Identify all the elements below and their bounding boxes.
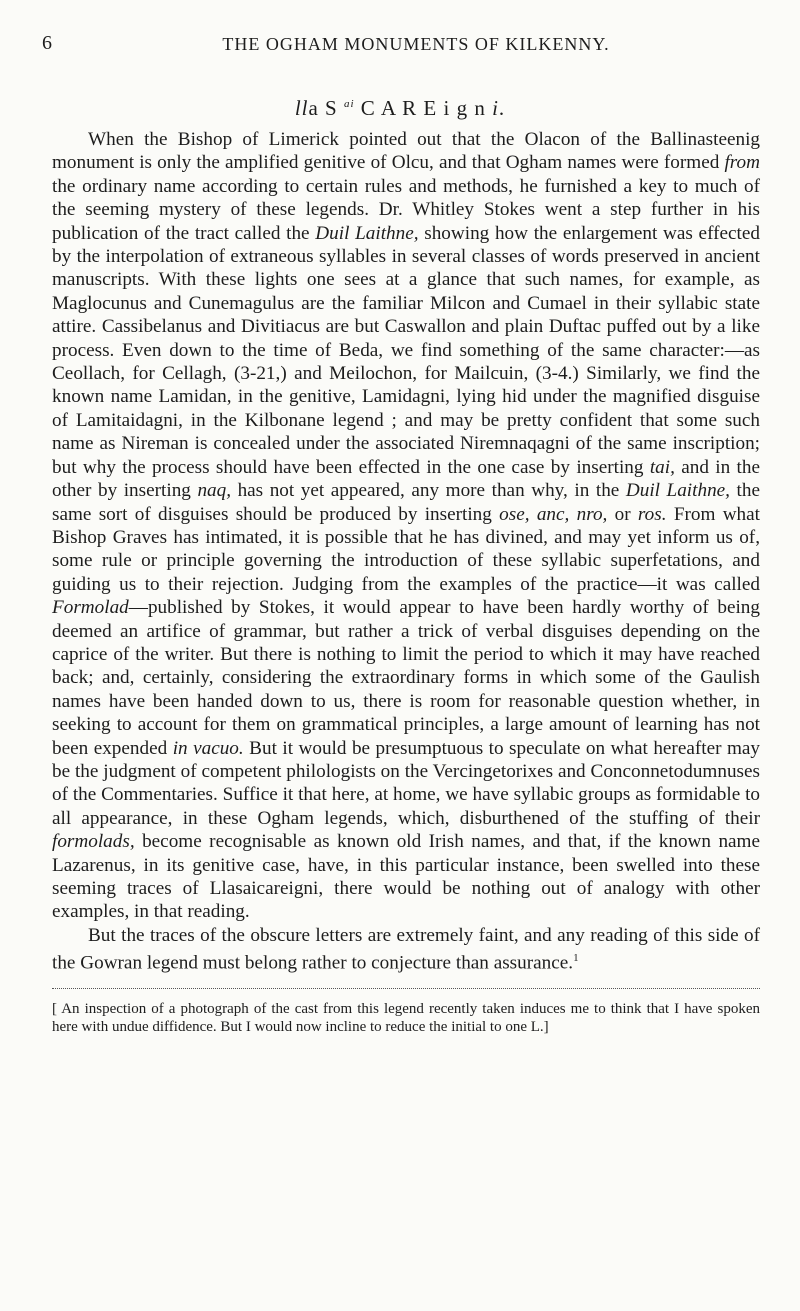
ogham-reading xyxy=(0,96,800,121)
formula-middle: a S xyxy=(308,96,338,120)
text-run: has not yet appeared, any more than why, in the xyxy=(231,480,626,502)
paragraph-2 xyxy=(52,924,760,975)
italic-run: tai, xyxy=(649,456,675,478)
running-title: THE OGHAM MONUMENTS OF KILKENNY. xyxy=(222,34,610,54)
italic-run: Formolad xyxy=(52,597,129,619)
text-run: But the traces of the obscure letters are extremely faint, and any reading of this side of the Gowran legend must belong rather to conjecture than assurance. xyxy=(52,924,760,974)
page-number: 6 xyxy=(42,32,52,54)
page-header xyxy=(42,32,758,62)
footnote-divider xyxy=(52,988,760,989)
text-run: become recognisable as known old Irish names, and that, if the known name Lazarenus, in its genitive case, have, in this particular instance, been swelled into these seeming traces of Llasaicareigni, there would be nothing out of analogy with other examples, in that reading. xyxy=(52,831,760,923)
formula-suffix: i xyxy=(492,96,499,120)
italic-run: ose, anc, nro, xyxy=(499,503,608,525)
text-run: the ordinary name according to certain rules and methods, he furnished a key to much of the seeming mystery of these legends. Dr. Whitley Stokes went a step further in his publication of the tract called the xyxy=(52,175,760,244)
italic-run: Duil Laithne, xyxy=(625,480,730,502)
paragraph-1 xyxy=(52,128,760,924)
text-run: the same sort of disguises should be produced by inserting xyxy=(52,480,760,525)
text-run: When the Bishop of Limerick pointed out that the Olacon of the Ballinasteenig monument is only the amplified genitive of Olcu, and that Ogham names were formed xyxy=(52,129,760,174)
italic-run: from xyxy=(724,152,760,174)
text-run: and in the other by inserting xyxy=(52,456,760,502)
formula-superscript: ai xyxy=(343,98,355,110)
formula-rest: C A R E i g n xyxy=(360,96,486,120)
footnote xyxy=(52,1000,760,1036)
text-run: —published by Stokes, it would appear to have been hardly worthy of being deemed an artifice of grammar, but rather a trick of verbal disguises depending on the caprice of the writer. But there is nothing to limit the period to which it may have reached back; and, certainly, considering the extraordinary forms in which some of the Gaulish names have been handed down to us, there is room for reasonable question whether, in seeking to account for them on grammatical principles, a large amount of learning has not been expended xyxy=(52,597,760,759)
footnote-ref: 1 xyxy=(573,952,579,965)
formula-end: . xyxy=(498,96,506,120)
italic-run: Duil Laithne, xyxy=(315,222,419,244)
italic-run: naq, xyxy=(197,480,232,502)
body-text xyxy=(52,128,760,975)
formula-prefix: ll xyxy=(294,96,309,120)
italic-run: ros. xyxy=(637,503,667,525)
text-run: showing how the enlargement was effected by the interpolation of extraneous syllables in several classes of words preserved in ancient manuscripts. With these lights one sees at a glance that such names, for example, as Maglocunus and Cunemagulus are the familiar Milcon and Cumael in their syllabic state attire. Cassibelanus and Divitiacus are but Caswallon and plain Duftac puffed out by a like process. Even down to the time of Beda, we find something of the same character:—as Ceollach, for Cellagh, (3-21,) and Meilochon, for Mailcuin, (3-4.) Similarly, we find the known name Lamidan, in the genitive, Lamidagni, lying hid under the magnified disguise of Lamitaidagni, in the Kilbonane legend ; and may be pretty confident that some such name as Nireman is concealed under the associated Niremnaqagni of the same inscription; but why the process should have been effected in the one case by inserting xyxy=(52,222,760,478)
text-run: But it would be presumptuous to speculate on what hereafter may be the judgment of competent philologists on the Vercingetorixes and Conconnetodumnuses of the Commentaries. Suffice it that here, at home, we have syllabic groups as formidable to all appearance, in these Ogham legends, which, disburthened of the stuffing of their xyxy=(52,737,760,829)
text-run: From what Bishop Graves has intimated, it is possible that he has divined, and may yet inform us of, some rule or principle governing the introduction of these syllabic superfetations, and guiding us to their rejection. Judging from the examples of the practice—it was called xyxy=(52,503,760,595)
text-run: or xyxy=(607,503,638,525)
footnote-text: [ An inspection of a photograph of the cast from this legend recently taken induces me to think that I have spoken here with undue diffidence. But I would now incline to reduce the initial to one L.] xyxy=(52,1001,760,1035)
italic-run: in vacuo. xyxy=(172,737,244,759)
italic-run: formolads, xyxy=(52,831,135,853)
